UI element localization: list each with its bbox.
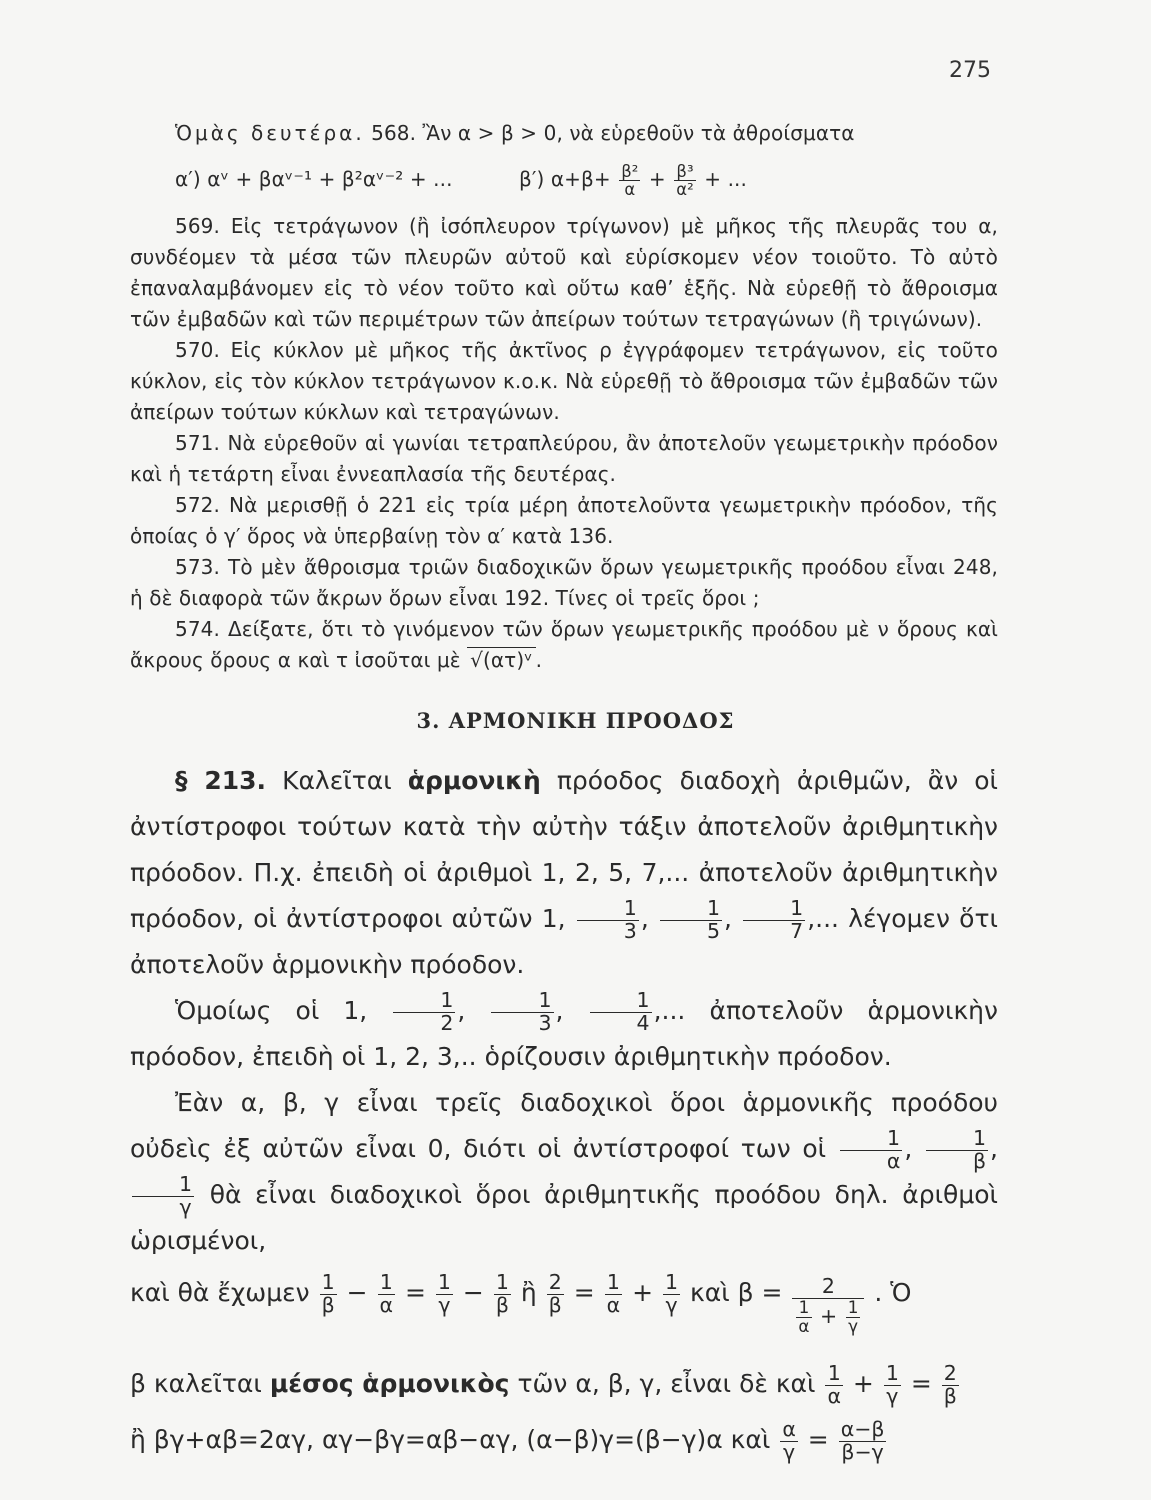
numerator: 1: [437, 1270, 451, 1295]
text: πρόοδος διαδοχὴ ἀριθμῶν, ἂν οἱ ἀντίστροφοι τούτων κατὰ τὴν αὐτὴν τάξιν ἀποτελοῦν ἀριθμητικὴν πρόοδον. Π.χ. ἐπειδὴ οἱ ἀριθμοὶ 1, 2, 5, 7,... ἀποτελοῦν ἀριθμητικὴν πρόοδον, οἱ ἀντίστροφοι αὐτῶν 1,: [130, 766, 998, 933]
denominator: α: [827, 1383, 841, 1408]
denominator: β−γ: [841, 1439, 884, 1464]
exercise-block: [130, 118, 998, 676]
fraction: [320, 1272, 337, 1316]
operator: +: [632, 1278, 654, 1308]
exercise-571: 571. Νὰ εὑρεθοῦν αἱ γωνίαι τετραπλεύρου, ἂν ἀποτελοῦν γεωμετρικὴν πρόοδον καὶ ἡ τετάρτη εἶναι ἐννεαπλασία τῆς δευτέρας.: [130, 431, 998, 486]
fraction: [491, 990, 553, 1034]
operator: −: [346, 1278, 368, 1308]
numerator: 1: [378, 1272, 396, 1295]
denominator: γ: [179, 1194, 192, 1219]
operator: +: [852, 1369, 874, 1399]
numerator: 1: [320, 1272, 337, 1295]
text: ,... ἀποτελοῦν ἁρμονικὴν πρόοδον, ἐπειδὴ οἱ 1, 2, 3,.. ὁρίζουσιν ἀριθμητικὴν πρόοδον.: [130, 996, 998, 1072]
fraction: [393, 990, 455, 1034]
numerator: 2: [942, 1363, 959, 1386]
defined-term: μέσος ἁρμονικὸς: [269, 1369, 510, 1399]
fraction: [884, 1363, 901, 1407]
period: .: [535, 648, 543, 672]
text: καὶ β =: [690, 1278, 783, 1308]
exercise-570: 570. Εἰς κύκλον μὲ μῆκος τῆς ἀκτῖνος ρ ἐγγράφομεν τετράγωνον, εἰς τοῦτο κύκλον, εἰς τὸν κύκλον τετράγωνον κ.ο.κ. Νὰ εὑρεθῇ τὸ ἄθροισμα τῶν ἐμβαδῶν τῶν ἀπείρων τούτων κύκλων καὶ τετραγώνων.: [130, 338, 998, 424]
paragraph-example: Ὁμοίως οἱ 1, $\frac{1}{2}$ , $\frac{1}{3}$ , $\frac{1}{4}$ ,... ἀποτελοῦν ἁρμονικὴν πρόοδον, ἐπειδὴ οἱ 1, 2, 3,.. ὁρίζουσιν ἀριθμητικὴν πρόοδον.: [130, 988, 998, 1072]
denominator: α: [379, 1292, 394, 1317]
denominator: [792, 1296, 864, 1336]
fraction: [674, 163, 696, 198]
numerator: 1: [847, 1296, 859, 1317]
text: Καλεῖται: [282, 766, 392, 795]
numerator: 1: [885, 1361, 899, 1386]
numerator: 1: [491, 990, 553, 1013]
denominator: γ: [783, 1439, 796, 1464]
denominator: 4: [636, 1010, 650, 1035]
exercise-569: 569. Εἰς τετράγωνον (ἢ ἰσόπλευρον τρίγωνον) μὲ μῆκος τῆς πλευρᾶς του α, συνδέομεν τὰ μέσα τῶν πλευρῶν αὐτοῦ καὶ εὑρίσκομεν νέον τοιοῦτο. Τὸ αὐτὸ ἐπαναλαμβάνομεν εἰς τὸ νέον τοῦτο καὶ οὕτω καθ’ ἑξῆς. Νὰ εὑρεθῇ τὸ ἄθροισμα τῶν ἐμβαδῶν καὶ τῶν περιμέτρων τῶν ἀπείρων τούτων τετραγώνων (ἢ τριγώνων).: [130, 214, 998, 331]
fraction: [494, 1272, 511, 1316]
fraction: [743, 895, 805, 943]
numerator: α: [782, 1417, 796, 1442]
section-body: [130, 758, 998, 1468]
operator: +: [820, 1304, 838, 1329]
text: ,... λέγομεν ὅτι ἀποτελοῦν ἁρμονικὴν πρόοδον.: [130, 904, 998, 980]
numerator: 1: [796, 1299, 811, 1318]
denominator: β: [548, 1292, 562, 1317]
group-label: Ὁμὰς δευτέρα.: [175, 121, 365, 145]
formula-568b: β′) α+β+ $\frac{\text{β²}}{\alpha}$ + $\frac{\text{β³}}{\text{α²}}$ + ...: [519, 161, 747, 199]
page-number: 275: [949, 58, 991, 83]
denominator: β: [972, 1148, 987, 1173]
paragraph-definition: § 213. Καλεῖται ἁρμονικὴ πρόοδος διαδοχὴ ἀριθμῶν, ἂν οἱ ἀντίστροφοι τούτων κατὰ τὴν αὐτὴν τάξιν ἀποτελοῦν ἀριθμητικὴν πρόοδον. Π.χ. ἐπειδὴ οἱ ἀριθμοὶ 1, 2, 5, 7,... ἀποτελοῦν ἀριθμητικὴν πρόοδον, οἱ ἀντίστροφοι αὐτῶν 1, $\frac{1}{3}$ , $\frac{1}{5}$ , $\frac{1}{7}$ ,... λέγομεν ὅτι ἀποτελοῦν ἁρμονικὴν πρόοδον.: [130, 766, 998, 980]
numerator: 1: [926, 1128, 988, 1151]
root-formula: √(ατ)ᵛ: [467, 647, 536, 672]
formula-568b-prefix: β′) α+β+: [519, 167, 611, 191]
numerator: 1: [840, 1128, 903, 1151]
denominator: γ: [886, 1383, 899, 1408]
fraction: [840, 1128, 903, 1172]
fraction: [663, 1272, 680, 1316]
numerator: 1: [590, 990, 652, 1013]
numerator: 1: [605, 1272, 623, 1295]
text: καὶ θὰ ἔχωμεν: [130, 1278, 310, 1308]
text: ἢ βγ+αβ=2αγ, αγ−βγ=αβ−αγ, (α−β)γ=(β−γ)α καὶ: [130, 1425, 771, 1455]
numerator: 1: [132, 1174, 194, 1197]
numerator: 2: [547, 1272, 564, 1295]
paragraph-terms: Ἐὰν α, β, γ εἶναι τρεῖς διαδοχικοὶ ὅροι ἁρμονικῆς προόδου οὐδεὶς ἐξ αὐτῶν εἶναι 0, διότι οἱ ἀντίστροφοί των οἱ $\frac{1}{\alpha}$ , $\frac{1}{\beta}$ , $\frac{1}{\gamma}$ θὰ εἶναι διαδοχικοὶ ὅροι ἀριθμητικῆς προόδου δηλ. ἀριθμοὶ ὡρισμένοι,: [130, 1088, 998, 1256]
harmonic-mean-definition: [130, 1356, 998, 1412]
exercise-568-formulas: [130, 149, 998, 211]
fraction: [926, 1128, 988, 1172]
numerator: β³: [674, 163, 696, 181]
denominator: β: [943, 1383, 957, 1408]
denominator: 2: [440, 1010, 454, 1035]
fraction: [436, 1272, 453, 1316]
denominator: α: [886, 1148, 901, 1173]
fraction: [839, 1419, 887, 1463]
operator: =: [910, 1369, 932, 1399]
denominator: β: [321, 1292, 335, 1317]
denominator: β: [495, 1292, 509, 1317]
fraction: [605, 1272, 623, 1316]
exercise-568: [130, 118, 998, 149]
denominator: 7: [790, 918, 804, 943]
text: θὰ εἶναι διαδοχικοὶ ὅροι ἀριθμητικῆς προόδου δηλ. ἀριθμοὶ ὡρισμένοι,: [130, 1180, 998, 1256]
denominator: γ: [438, 1292, 451, 1317]
fraction: [825, 1363, 843, 1407]
fraction: [378, 1272, 396, 1316]
exercise-568-text: 568. Ἂν α > β > 0, νὰ εὑρεθοῦν τὰ ἀθροίσματα: [371, 121, 855, 145]
operator: =: [807, 1425, 829, 1455]
denominator: α²: [676, 180, 694, 199]
text: τῶν α, β, γ, εἶναι δὲ καὶ: [517, 1369, 816, 1399]
numerator: 1: [665, 1270, 679, 1295]
denominator: γ: [848, 1315, 859, 1336]
defined-term: ἁρμονικὴ: [407, 766, 541, 795]
fraction: [619, 163, 640, 198]
text: ἢ: [520, 1278, 537, 1308]
numerator: 1: [825, 1363, 843, 1386]
exercise-574-text: 574. Δείξατε, ὅτι τὸ γινόμενον τῶν ὅρων γεωμετρικῆς προόδου μὲ ν ὅρους καὶ ἄκρους ὅρους α καὶ τ ἰσοῦται μὲ: [130, 617, 998, 672]
exercise-574: [130, 614, 998, 676]
numerator: 1: [393, 990, 455, 1013]
paragraph-label: § 213.: [175, 766, 266, 795]
fraction: [590, 990, 652, 1034]
text: β καλεῖται: [130, 1369, 262, 1399]
fraction: [846, 1296, 861, 1336]
operator: −: [462, 1278, 484, 1308]
numerator: 1: [660, 898, 722, 921]
fraction: [132, 1174, 194, 1218]
text: Ἐὰν α, β, γ εἶναι τρεῖς διαδοχικοὶ ὅροι ἁρμονικῆς προόδου οὐδεὶς ἐξ αὐτῶν εἶναι 0, διότι οἱ ἀντίστροφοί των οἱ: [130, 1088, 998, 1164]
section-heading: 3. ΑΡΜΟΝΙΚΗ ΠΡΟΟΔΟΣ: [416, 708, 735, 733]
denominator: α: [798, 1315, 810, 1336]
equivalent-forms: [130, 1412, 998, 1468]
numerator: α−β: [840, 1417, 885, 1442]
denominator: 3: [623, 918, 637, 943]
fraction: [780, 1419, 798, 1463]
operator: =: [573, 1278, 595, 1308]
denominator: γ: [665, 1292, 678, 1317]
numerator: 2: [792, 1276, 864, 1299]
text: Ὁμοίως οἱ 1,: [175, 996, 368, 1026]
numerator: β²: [621, 161, 639, 181]
text: . Ὁ: [874, 1278, 912, 1308]
exercise-572: 572. Νὰ μερισθῇ ὁ 221 εἰς τρία μέρη ἀποτελοῦντα γεωμετρικὴν πρόοδον, τῆς ὁποίας ὁ γ′ ὅρος νὰ ὑπερβαίνῃ τὸν α′ κατὰ 136.: [130, 493, 998, 548]
fraction: [547, 1272, 564, 1316]
fraction: [796, 1296, 811, 1336]
formula-568b-suffix: + ...: [704, 167, 747, 191]
denominator: α: [606, 1292, 621, 1317]
numerator: 1: [743, 898, 805, 921]
operator: =: [405, 1278, 426, 1308]
numerator: 1: [494, 1272, 511, 1295]
fraction: [577, 895, 639, 943]
denominator: α: [624, 180, 636, 199]
fraction: [660, 895, 722, 943]
compound-fraction: [792, 1276, 864, 1335]
exercise-573: 573. Τὸ μὲν ἄθροισμα τριῶν διαδοχικῶν ὅρων γεωμετρικῆς προόδου εἶναι 248, ἡ δὲ διαφορὰ τῶν ἄκρων ὅρων εἶναι 192. Τίνες οἱ τρεῖς ὅροι ;: [130, 555, 998, 610]
numerator: 1: [577, 898, 639, 921]
equation-harmonic-mean: [130, 1264, 998, 1356]
fraction: [942, 1363, 959, 1407]
formula-568a: α′) αᵛ + βαᵛ⁻¹ + β²αᵛ⁻² + ...: [175, 167, 453, 191]
denominator: 3: [538, 1010, 552, 1035]
denominator: 5: [706, 918, 721, 943]
